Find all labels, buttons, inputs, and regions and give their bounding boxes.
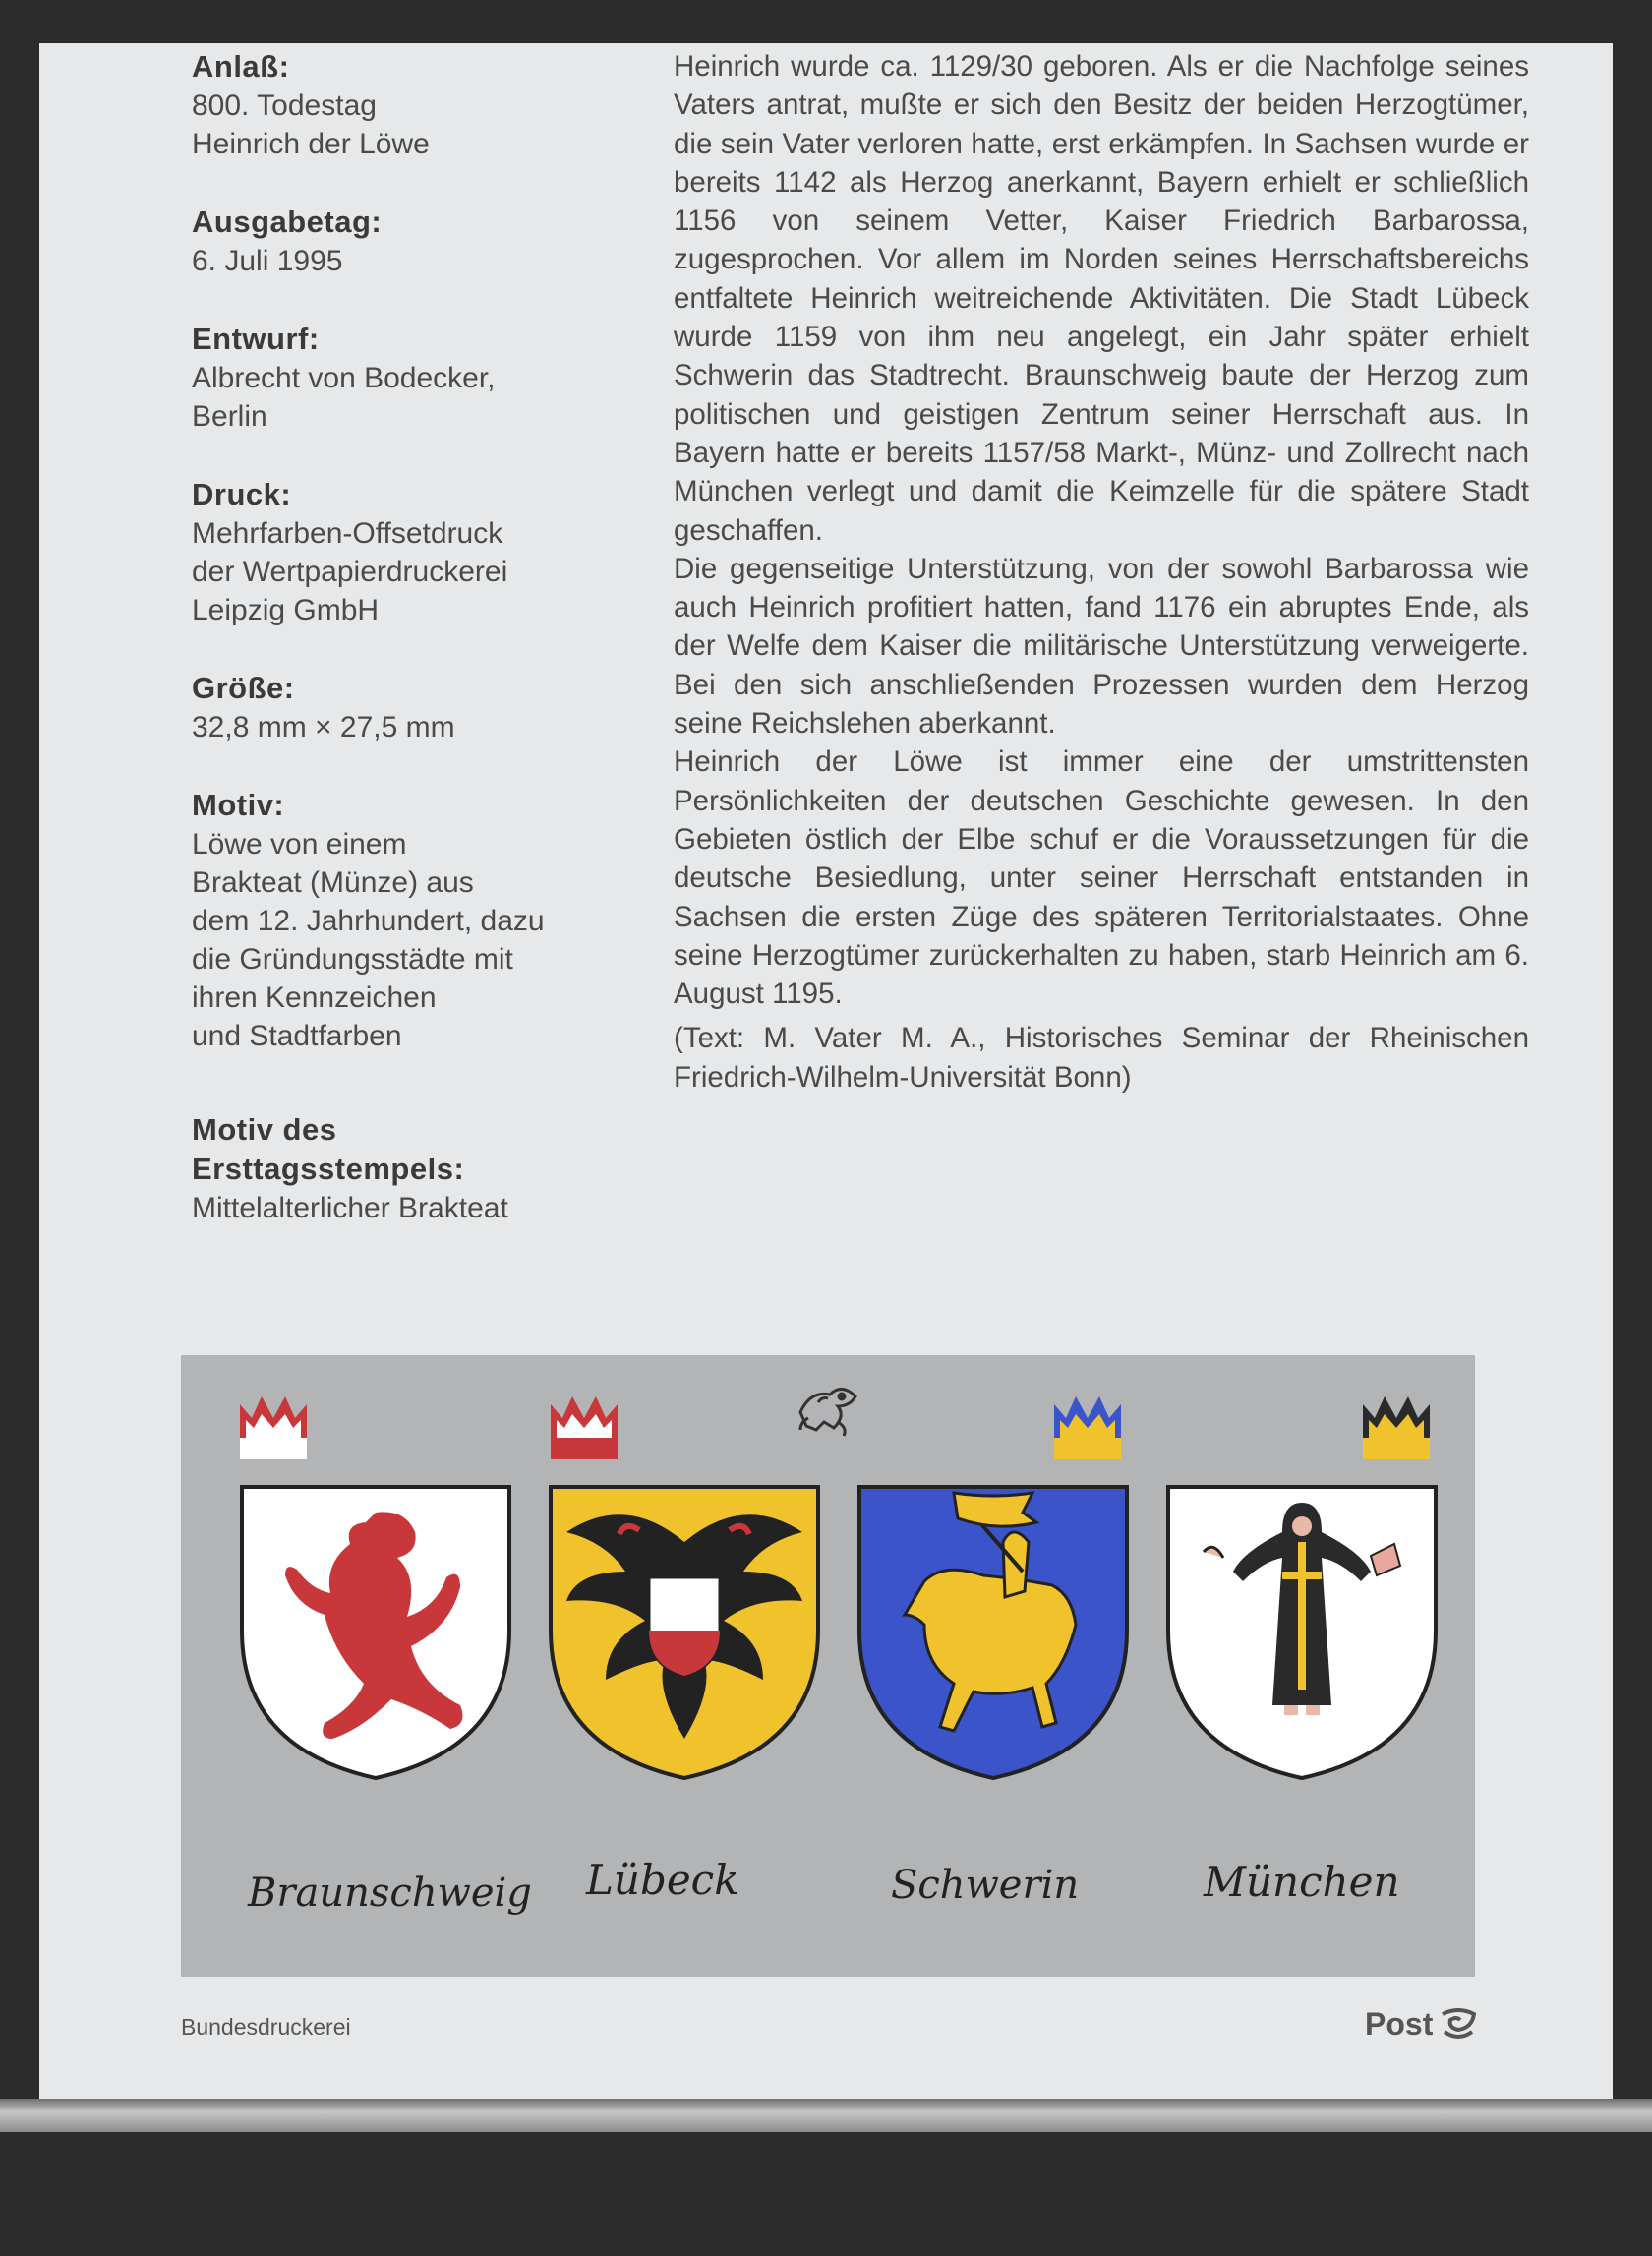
city-name-braunschweig: Braunschweig bbox=[248, 1870, 532, 1916]
city-name-luebeck: Lübeck bbox=[586, 1856, 739, 1904]
shield-schwerin bbox=[859, 1487, 1127, 1778]
detail-printing bbox=[192, 475, 654, 629]
detail-issue-date bbox=[192, 203, 654, 280]
shield-muenchen bbox=[1168, 1487, 1436, 1778]
post-label: Post bbox=[1365, 2006, 1434, 2042]
printer-credit: Bundesdruckerei bbox=[181, 2014, 351, 2040]
detail-label: Motiv: bbox=[192, 788, 285, 822]
shield-braunschweig bbox=[242, 1487, 509, 1778]
binder-edge bbox=[0, 2099, 1652, 2132]
shield-luebeck bbox=[551, 1487, 818, 1778]
history-text bbox=[674, 47, 1529, 1097]
text-credit: (Text: M. Vater M. A., Historisches Seminar der Rheinischen Friedrich-Wilhelm-Universität Bonn) bbox=[674, 1022, 1529, 1094]
crown-braunschweig bbox=[240, 1396, 307, 1459]
history-paragraph: Heinrich wurde ca. 1129/30 geboren. Als er die Nachfolge seines Vaters antrat, mußte er sich den Besitz der beiden Herzogtümer, die sein Vater verloren hatte, erst erkämpfen. In Sachsen wurde er bereits 1142 als Herzog anerkannt, Bayern erhielt er schließlich 1156 von seinem Vetter, Kaiser Friedrich Barbarossa, zugesprochen. Vor allem im Norden seines Herrschaftsbereichs entfaltete Heinrich weitreichende Aktivitäten. Die Stadt Lübeck wurde 1159 von ihm neu angelegt, ein Jahr später erhielt Schwerin das Stadtrecht. Braunschweig baute der Herzog zum politischen und geistigen Zentrum seiner Herrschaft aus. In Bayern hatte er bereits 1157/58 Markt-, Münz- und Zollrecht nach München verlegt und damit die Keimzelle für die spätere Stadt geschaffen. bbox=[674, 50, 1529, 547]
city-name-schwerin: Schwerin bbox=[891, 1863, 1080, 1908]
detail-label: Druck: bbox=[192, 477, 292, 511]
detail-value: Mehrfarben-Offsetdruck der Wertpapierdruckerei Leipzig GmbH bbox=[192, 517, 508, 626]
detail-design bbox=[192, 320, 654, 436]
detail-value: 800. Todestag Heinrich der Löwe bbox=[192, 89, 430, 160]
stamp-illustration bbox=[181, 1355, 1475, 1977]
detail-value: 6. Juli 1995 bbox=[192, 245, 343, 277]
crown-muenchen bbox=[1363, 1396, 1430, 1459]
history-paragraph: Die gegenseitige Unterstützung, von der sowohl Barbarossa wie auch Heinrich profitiert hatten, fand 1176 ein abruptes Ende, als der Welfe dem Kaiser die militärische Unterstützung verweigerte. Bei den sich anschließenden Prozessen wurden dem Herzog seine Reichslehen aberkannt. bbox=[674, 552, 1529, 741]
lion-brakteat-icon bbox=[800, 1389, 856, 1436]
crown-luebeck bbox=[551, 1396, 618, 1459]
detail-size bbox=[192, 669, 654, 746]
detail-value: Mittelalterlicher Brakteat bbox=[192, 1192, 508, 1224]
detail-occasion bbox=[192, 47, 654, 163]
detail-label: Anlaß: bbox=[192, 49, 290, 84]
detail-value: Albrecht von Bodecker, Berlin bbox=[192, 362, 496, 433]
info-sheet-page bbox=[39, 43, 1613, 2099]
history-paragraph: Heinrich der Löwe ist immer eine der umstrittensten Persönlichkeiten der deutschen Geschichte gewesen. In den Gebieten östlich der Elbe schuf er die Voraussetzungen für die deutsche Besiedlung, unter seiner Herrschaft entstanden in Sachsen die ersten Züge des späteren Territorialstaates. Ohne seine Herzogtümer zurückerhalten zu haben, starb Heinrich am 6. August 1195. bbox=[674, 745, 1529, 1011]
crown-schwerin bbox=[1054, 1396, 1121, 1459]
detail-label: Größe: bbox=[192, 671, 295, 705]
city-name-muenchen: München bbox=[1204, 1858, 1400, 1906]
detail-label: Entwurf: bbox=[192, 322, 320, 356]
detail-motif bbox=[192, 786, 654, 1055]
stamp-details-sidebar bbox=[192, 47, 654, 1267]
post-logo bbox=[1365, 2006, 1478, 2043]
coats-of-arms-svg bbox=[181, 1355, 1475, 1977]
posthorn-icon bbox=[1439, 2008, 1478, 2042]
detail-label: Ausgabetag: bbox=[192, 205, 383, 239]
detail-value: Löwe von einem Brakteat (Münze) aus dem 12. Jahrhundert, dazu die Gründungsstädte mit ihren Kennzeichen und Stadtfarben bbox=[192, 828, 545, 1052]
detail-postmark-motif bbox=[192, 1110, 654, 1227]
detail-label: Motiv des Ersttagsstempels: bbox=[192, 1112, 465, 1186]
detail-value: 32,8 mm × 27,5 mm bbox=[192, 711, 455, 743]
